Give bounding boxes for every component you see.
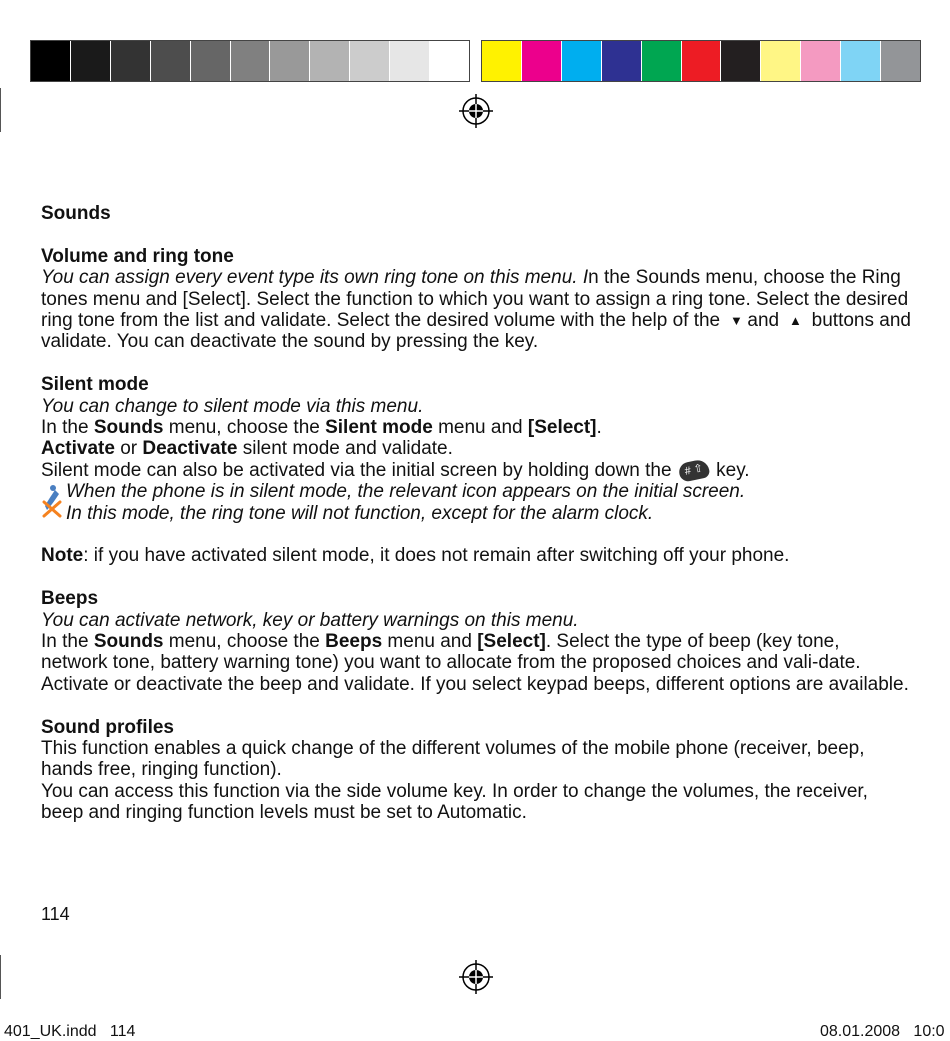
- select-label: [Select]: [477, 631, 546, 653]
- crop-mark-top: [0, 88, 1, 132]
- gray-swatch: [310, 41, 350, 81]
- gray-swatch: [71, 41, 111, 81]
- text-run: key.: [716, 459, 750, 481]
- text-run: or: [114, 438, 143, 460]
- text-run: In the: [41, 631, 94, 653]
- activate-label: Activate: [41, 438, 115, 460]
- color-swatch: [602, 41, 642, 81]
- gray-swatch: [111, 41, 151, 81]
- note-paragraph: [41, 545, 911, 566]
- silent-note: [41, 481, 911, 524]
- profiles-paragraph-2: You can access this function via the side volume key. In order to change the volumes, the receiver, beep and ringing function levels must be set to Automatic.: [41, 780, 868, 824]
- gray-swatch: [270, 41, 310, 81]
- color-swatch: [682, 41, 722, 81]
- text-run: silent mode and validate.: [237, 438, 453, 460]
- color-swatch: [482, 41, 522, 81]
- volume-paragraph: [41, 267, 911, 353]
- color-swatch: [721, 41, 761, 81]
- registration-mark-icon: [459, 960, 493, 994]
- profiles-paragraph-1: This function enables a quick change of the different volumes of the mobile phone (receiver, beep, hands free, ringing function).: [41, 738, 865, 781]
- document-body: [41, 203, 911, 824]
- color-swatch: [562, 41, 602, 81]
- page-number: 114: [41, 904, 70, 924]
- text-run: . Select the type of beep (key tone, network tone, battery warning tone) you want to allocate from the proposed choices and vali-date. Activate or deactivate the beep and validate. If you select keypad beeps, different options are available.: [41, 631, 909, 695]
- hash-key-icon: # ⇧: [677, 458, 710, 483]
- text-run: menu and: [432, 417, 528, 439]
- deactivate-label: Deactivate: [142, 438, 238, 460]
- silent-line-3: [41, 460, 911, 481]
- volume-body: n the Sounds menu, choose the Ring tones menu and [Select]. Select the function to which you want to assign a ring tone. Select the desired ring tone from the list and validate. Select the desired volume with the help of the: [41, 267, 909, 332]
- color-swatch: [522, 41, 562, 81]
- color-swatch: [642, 41, 682, 81]
- up-arrow-icon: ▲: [788, 313, 802, 329]
- silent-intro: You can change to silent mode via this menu.: [41, 395, 424, 417]
- beeps-paragraph: [41, 631, 911, 695]
- muted-bell-icon: [41, 484, 63, 522]
- menu-name-silent-mode: Silent mode: [325, 417, 433, 439]
- gray-swatch: [350, 41, 390, 81]
- and-word: and: [747, 310, 780, 332]
- print-slug-filename: 401_UK.indd 114: [4, 1023, 136, 1040]
- menu-name-sounds: Sounds: [93, 631, 164, 653]
- crop-mark-bottom: [0, 955, 1, 999]
- gray-swatch: [430, 41, 469, 81]
- section-heading-beeps: Beeps: [41, 588, 99, 610]
- color-swatch: [761, 41, 801, 81]
- silent-note-line-2: In this mode, the ring tone will not function, except for the alarm clock.: [66, 502, 654, 524]
- color-swatch: [881, 41, 920, 81]
- volume-intro: You can assign every event type its own ring tone on this menu. I: [41, 267, 589, 289]
- text-run: menu, choose the: [163, 417, 326, 439]
- process-color-bar: [481, 40, 921, 82]
- menu-name-beeps: Beeps: [325, 631, 383, 653]
- note-text: : if you have activated silent mode, it does not remain after switching off your phone.: [83, 545, 790, 567]
- down-arrow-icon: ▼: [729, 313, 743, 329]
- silent-note-line-1: When the phone is in silent mode, the relevant icon appears on the initial screen.: [66, 481, 746, 503]
- note-label: Note: [41, 545, 84, 567]
- menu-name-sounds: Sounds: [93, 417, 164, 439]
- grayscale-color-bar: [30, 40, 470, 82]
- color-swatch: [801, 41, 841, 81]
- section-heading-sound-profiles: Sound profiles: [41, 716, 174, 738]
- gray-swatch: [31, 41, 71, 81]
- page-title: Sounds: [41, 203, 111, 224]
- print-slug-datetime: 08.01.2008 10:0: [820, 1023, 945, 1040]
- gray-swatch: [191, 41, 231, 81]
- section-heading-volume: Volume and ring tone: [41, 245, 234, 267]
- text-run: In the: [41, 417, 94, 439]
- registration-mark-icon: [459, 94, 493, 128]
- select-label: [Select]: [527, 417, 597, 439]
- text-run: menu, choose the: [163, 631, 326, 653]
- gray-swatch: [151, 41, 191, 81]
- text-run: .: [596, 417, 602, 439]
- silent-line-1: [41, 417, 911, 438]
- color-swatch: [841, 41, 881, 81]
- section-heading-silent-mode: Silent mode: [41, 374, 149, 396]
- silent-line-2: [41, 438, 911, 459]
- volume-body-end: buttons and validate. You can deactivate the sound by pressing the key.: [41, 310, 911, 353]
- gray-swatch: [390, 41, 430, 81]
- gray-swatch: [231, 41, 271, 81]
- text-run: menu and: [382, 631, 478, 653]
- text-run: Silent mode can also be activated via the initial screen by holding down the: [41, 459, 672, 481]
- beeps-intro: You can activate network, key or battery warnings on this menu.: [41, 609, 579, 631]
